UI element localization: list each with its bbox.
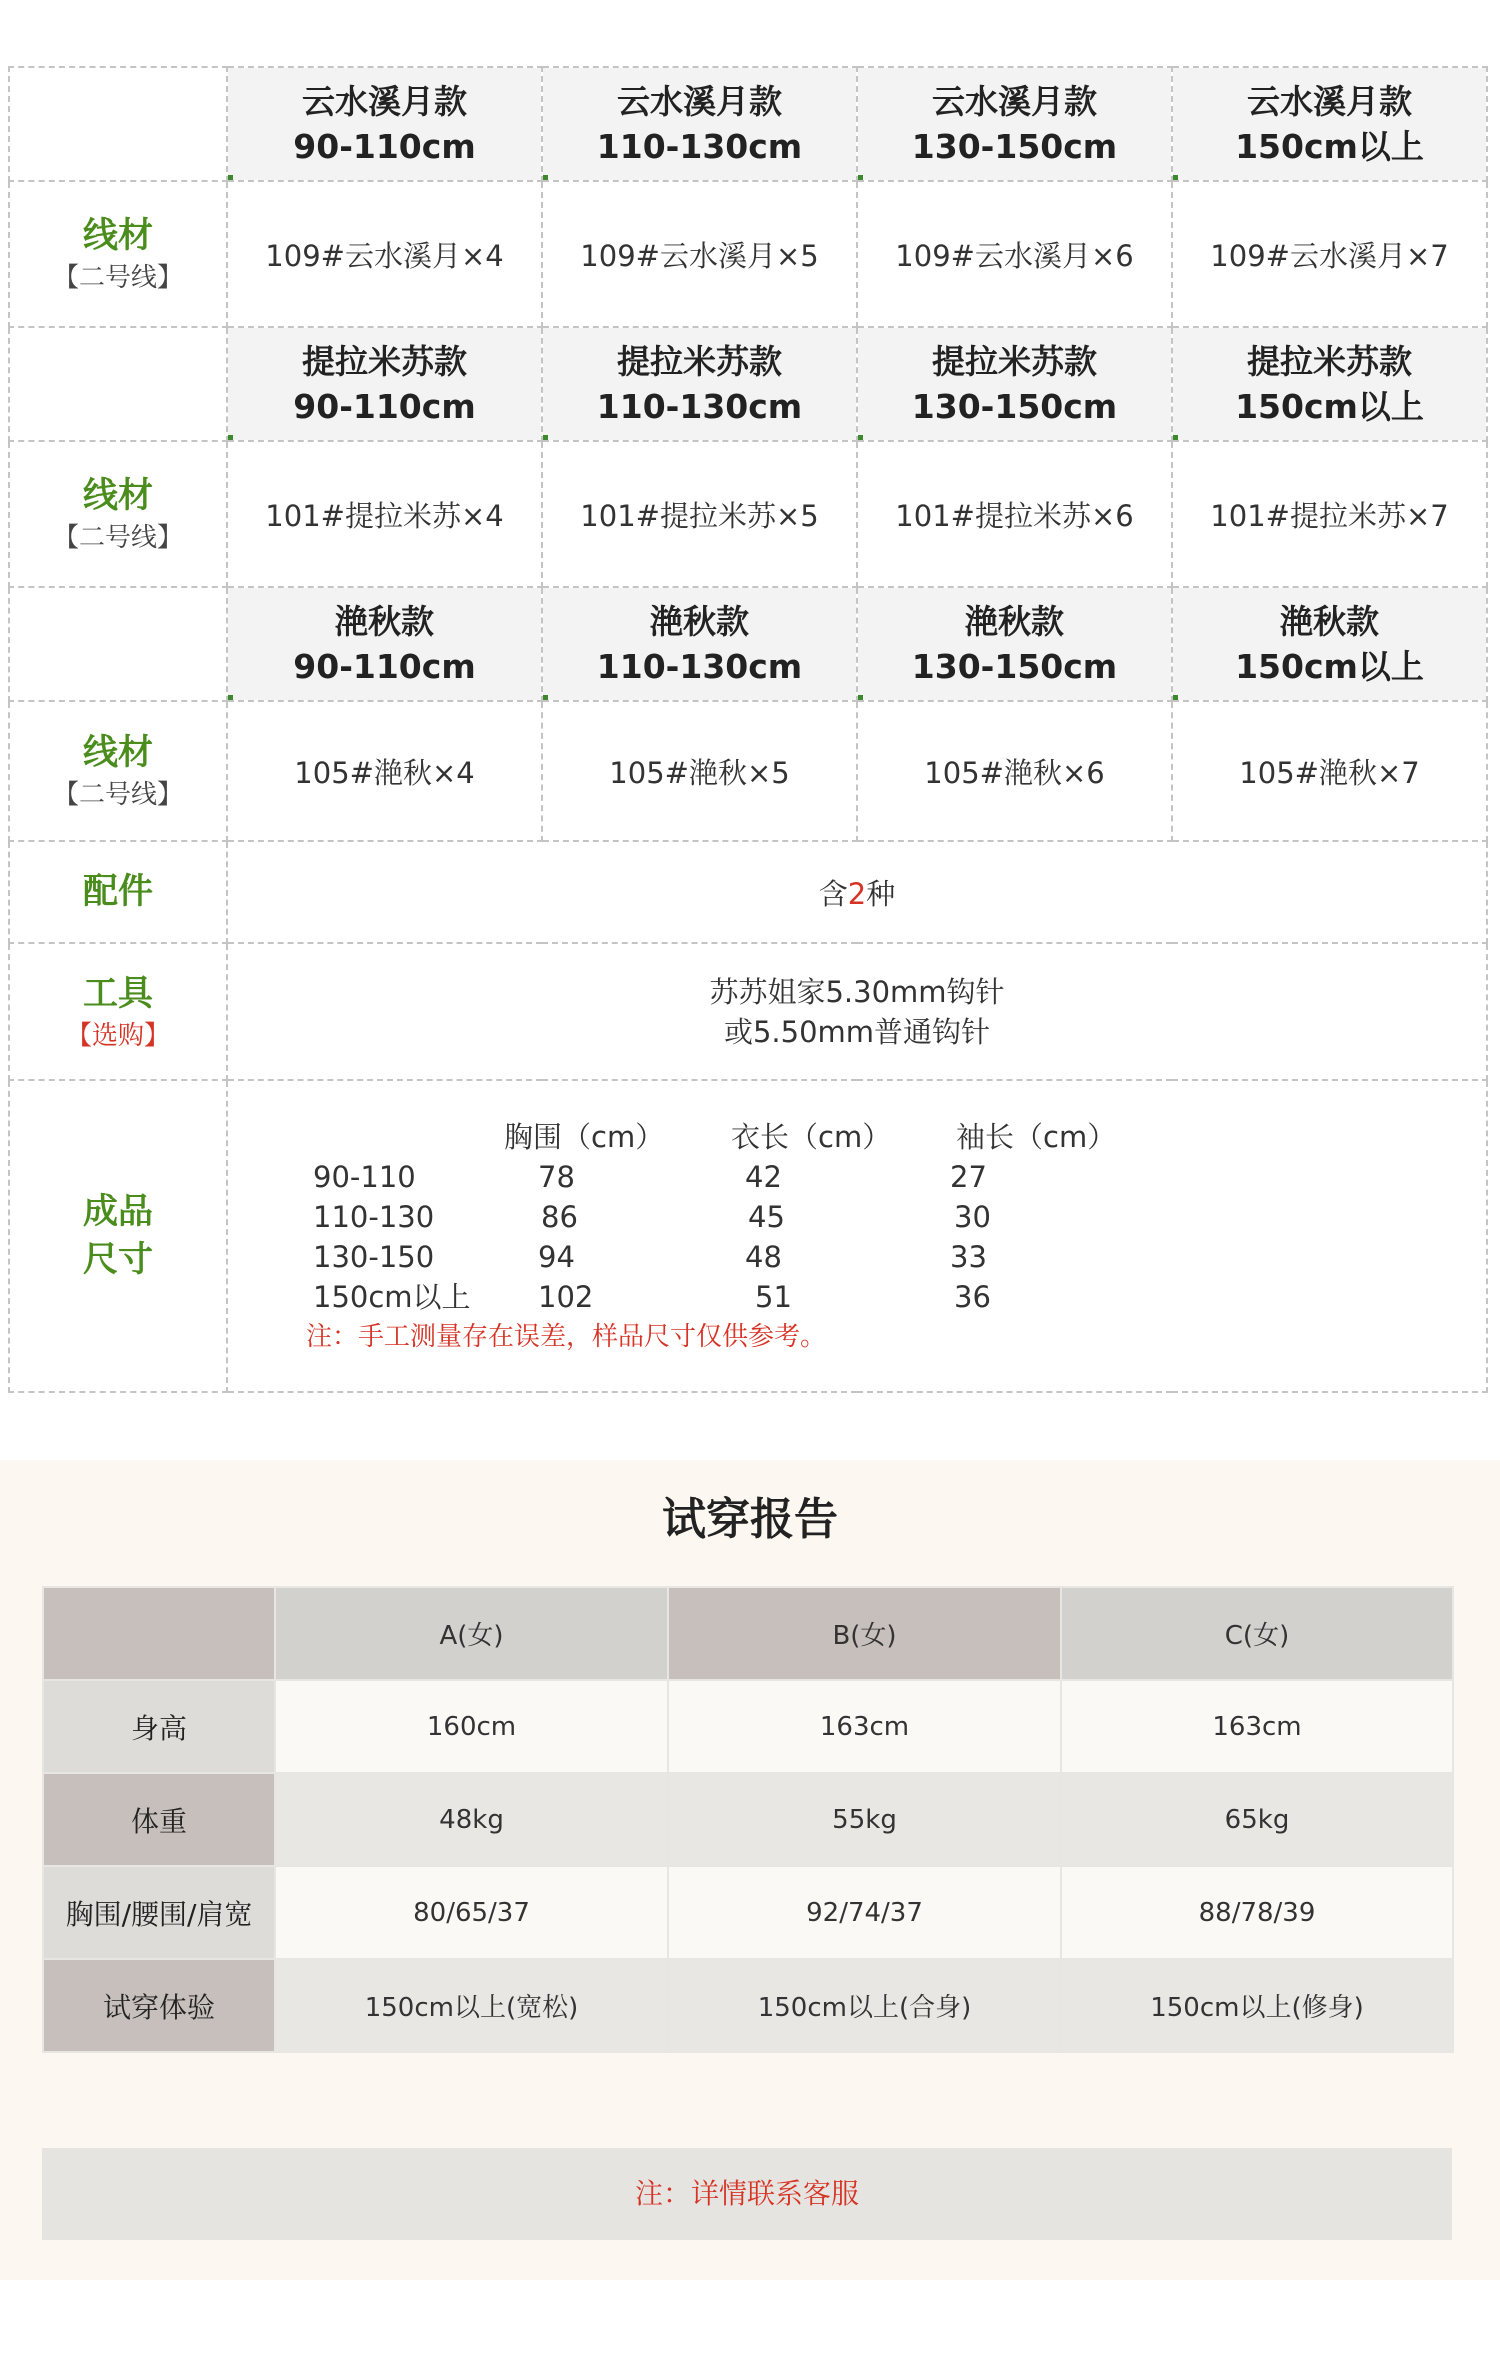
accessories-label-cell: 配件	[9, 841, 227, 943]
report-cell: 163cm	[1061, 1680, 1453, 1773]
report-cell: 88/78/39	[1061, 1866, 1453, 1959]
column-header: 云水溪月款 110-130cm	[542, 67, 857, 181]
size-row: 90-110 78 42 27	[313, 1160, 987, 1194]
yarn-value: 101#提拉米苏×5	[542, 441, 857, 587]
column-header: 提拉米苏款 110-130cm	[542, 327, 857, 441]
report-row-experience	[43, 1959, 1453, 2052]
tools-row	[9, 943, 1487, 1080]
yarn-value: 105#滟秋×5	[542, 701, 857, 841]
yarn-value: 105#滟秋×7	[1172, 701, 1487, 841]
report-cell: 150cm以上(修身)	[1061, 1959, 1453, 2052]
yarn-value: 109#云水溪月×5	[542, 181, 857, 327]
yarn-label-cell: 线材 【二号线】	[9, 441, 227, 587]
yarn-label-cell: 线材 【二号线】	[9, 701, 227, 841]
length-header: 衣长（cm）	[731, 1120, 892, 1154]
corner-cell	[9, 67, 227, 181]
try-on-report	[0, 1460, 1500, 2280]
column-header: 提拉米苏款 130-150cm	[857, 327, 1172, 441]
size-chart-cell	[227, 1080, 1487, 1392]
yarn-value: 101#提拉米苏×4	[227, 441, 542, 587]
column-header: 滟秋款 110-130cm	[542, 587, 857, 701]
report-cell: 163cm	[668, 1680, 1061, 1773]
column-header: 云水溪月款 150cm以上	[1172, 67, 1487, 181]
report-corner	[43, 1587, 275, 1680]
section-1-yarn-row	[9, 181, 1487, 327]
yarn-value: 109#云水溪月×7	[1172, 181, 1487, 327]
report-row-label: 体重	[43, 1773, 275, 1866]
material-spec-table	[8, 66, 1488, 1393]
corner-cell	[9, 587, 227, 701]
chest-header: 胸围（cm）	[504, 1120, 665, 1154]
report-cell: 80/65/37	[275, 1866, 668, 1959]
sleeve-header: 袖长（cm）	[956, 1120, 1117, 1154]
corner-cell	[9, 327, 227, 441]
section-3-header-row	[9, 587, 1487, 701]
report-cell: 55kg	[668, 1773, 1061, 1866]
size-label-cell: 成品 尺寸	[9, 1080, 227, 1392]
yarn-value: 109#云水溪月×4	[227, 181, 542, 327]
report-cell: 160cm	[275, 1680, 668, 1773]
yarn-value: 109#云水溪月×6	[857, 181, 1172, 327]
report-row-label: 胸围/腰围/肩宽	[43, 1866, 275, 1959]
report-row-height	[43, 1680, 1453, 1773]
report-cell: 150cm以上(合身)	[668, 1959, 1061, 2052]
size-header-row	[228, 1117, 1486, 1157]
column-header: 云水溪月款 130-150cm	[857, 67, 1172, 181]
report-cell: 48kg	[275, 1773, 668, 1866]
report-cell: 65kg	[1061, 1773, 1453, 1866]
accessories-row	[9, 841, 1487, 943]
size-row: 130-150 94 48 33	[313, 1240, 987, 1274]
report-header-row	[43, 1587, 1453, 1680]
section-3-yarn-row	[9, 701, 1487, 841]
report-row-measurements	[43, 1866, 1453, 1959]
size-note: 注：手工测量存在误差，样品尺寸仅供参考。	[306, 1322, 827, 1352]
section-2-yarn-row	[9, 441, 1487, 587]
yarn-value: 101#提拉米苏×6	[857, 441, 1172, 587]
tools-label-cell: 工具 【选购】	[9, 943, 227, 1080]
report-row-label: 身高	[43, 1680, 275, 1773]
report-table	[42, 1586, 1454, 2053]
column-header: 云水溪月款 90-110cm	[227, 67, 542, 181]
tools-value: 苏苏姐家5.30mm钩针 或5.50mm普通钩针	[227, 943, 1487, 1080]
report-column-header: B(女)	[668, 1587, 1061, 1680]
finished-size-row	[9, 1080, 1487, 1392]
yarn-value: 101#提拉米苏×7	[1172, 441, 1487, 587]
size-row: 110-130 86 45 30	[313, 1200, 991, 1234]
report-title: 试穿报告	[662, 1494, 838, 1545]
yarn-label-cell: 线材 【二号线】	[9, 181, 227, 327]
report-column-header: C(女)	[1061, 1587, 1453, 1680]
yarn-value: 105#滟秋×4	[227, 701, 542, 841]
column-header: 提拉米苏款 150cm以上	[1172, 327, 1487, 441]
column-header: 滟秋款 130-150cm	[857, 587, 1172, 701]
accessories-value: 含2种	[227, 841, 1487, 943]
report-row-weight	[43, 1773, 1453, 1866]
report-row-label: 试穿体验	[43, 1959, 275, 2052]
yarn-value: 105#滟秋×6	[857, 701, 1172, 841]
column-header: 滟秋款 150cm以上	[1172, 587, 1487, 701]
section-2-header-row	[9, 327, 1487, 441]
size-row: 150cm以上 102 51 36	[313, 1280, 991, 1314]
report-cell: 150cm以上(宽松)	[275, 1959, 668, 2052]
contact-note: 注：详情联系客服	[42, 2148, 1452, 2240]
section-1-header-row	[9, 67, 1487, 181]
column-header: 提拉米苏款 90-110cm	[227, 327, 542, 441]
report-column-header: A(女)	[275, 1587, 668, 1680]
report-cell: 92/74/37	[668, 1866, 1061, 1959]
column-header: 滟秋款 90-110cm	[227, 587, 542, 701]
